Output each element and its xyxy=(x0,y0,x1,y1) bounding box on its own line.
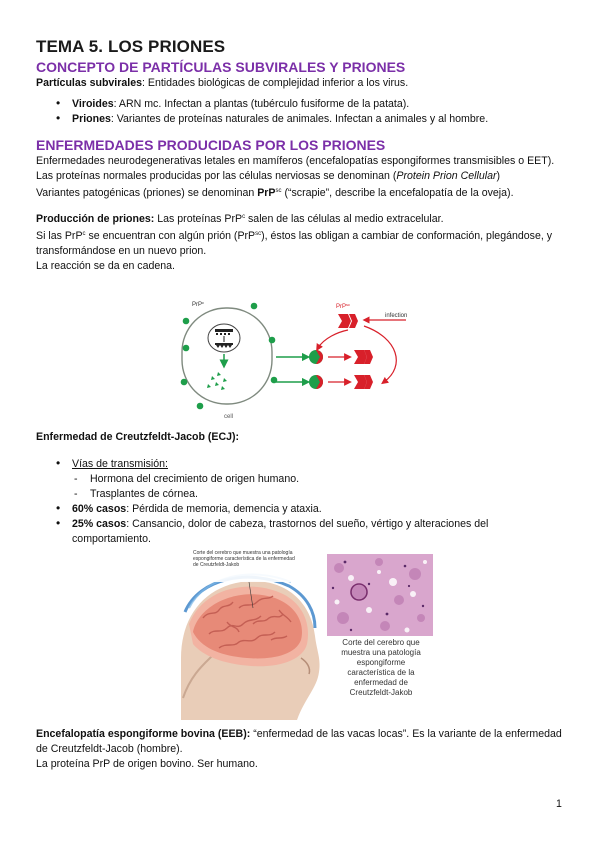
list-item xyxy=(72,112,566,127)
prion-conversion-diagram xyxy=(178,296,446,422)
superscript: c xyxy=(242,214,246,220)
superscript: sc xyxy=(275,188,282,194)
paragraph-chain-reaction: La reacción se da en cadena. xyxy=(36,260,175,272)
prion-conversion-row xyxy=(309,375,373,389)
list-item-term: Priones xyxy=(72,113,111,125)
caption-line: característica de la xyxy=(347,668,415,677)
bold-term: PrP xyxy=(257,187,276,199)
transmission-label: Vías de transmisión: xyxy=(72,458,168,470)
text: “enfermedad de las vacas locas”. Es la variante de la enfermedad de Creutzfeldt-Jacob (hombre). xyxy=(36,728,562,755)
italic-term: Protein Prion Cellular xyxy=(396,170,497,182)
paragraph-neurodegenerative: Enfermedades neurodegenerativas letales en mamíferos (encefalopatías espongiformes transmisibles o EET). xyxy=(36,155,555,167)
ecj-list xyxy=(36,457,566,547)
infection-label: infection xyxy=(385,313,408,319)
section-heading-diseases: ENFERMEDADES PRODUCIDAS POR LOS PRIONES xyxy=(36,137,386,153)
prpsc-label: PrP$^{sc}$ xyxy=(336,302,351,310)
eeb-section xyxy=(36,727,566,772)
caption-line: Corte del cerebro que xyxy=(342,638,420,647)
list-item-term: Viroides xyxy=(72,98,114,110)
bold-term: Encefalopatía espongiforme bovina (EEB): xyxy=(36,728,251,740)
list-item-text: : Variantes de proteínas naturales de animales. Infectan a animales y al hombre. xyxy=(110,113,489,125)
text: Si las PrP xyxy=(36,230,83,242)
text: Variantes patogénicas (priones) se denominan xyxy=(36,187,258,199)
text: Las proteínas normales producidas por las células nerviosas se denominan ( xyxy=(36,170,397,182)
definition-term: Partículas subvirales xyxy=(36,77,142,89)
superscript: c xyxy=(82,231,86,237)
section-heading-subviral: CONCEPTO DE PARTÍCULAS SUBVIRALES Y PRIONES xyxy=(36,59,406,75)
list-item: - Hormona del crecimiento de origen humano. xyxy=(72,472,566,487)
prion-conversion-row xyxy=(309,350,373,364)
cell xyxy=(181,303,278,410)
superscript: sc xyxy=(255,231,262,237)
list-item xyxy=(72,502,566,517)
ecj-section xyxy=(36,430,566,547)
caption-line: Creutzfeldt-Jakob xyxy=(349,688,413,697)
list-item: - Trasplantes de córnea. xyxy=(72,487,566,502)
ecj-brain-figure xyxy=(179,548,435,720)
page-number: 1 xyxy=(556,798,562,810)
eeb-paragraph-2: La proteína PrP de origen bovino. Ser humano. xyxy=(36,758,258,770)
list-item-text: : ARN mc. Infectan a plantas (tubérculo fusiforme de la patata). xyxy=(113,98,410,110)
list-item xyxy=(72,517,566,547)
bold-term: 60% casos xyxy=(72,503,127,515)
paragraph-normal-proteins xyxy=(36,169,566,184)
definition-paragraph xyxy=(36,76,566,91)
paragraph-production xyxy=(36,210,566,227)
paragraph-conversion xyxy=(36,227,566,259)
text: : Cansancio, dolor de cabeza, trastornos del sueño, vértigo y alteraciones del comportamiento. xyxy=(72,518,489,545)
bold-term: Producción de priones: xyxy=(36,213,155,225)
list-item xyxy=(72,457,566,502)
eeb-paragraph xyxy=(36,727,566,757)
subviral-list xyxy=(36,97,566,127)
text: salen de las células al medio extracelular. xyxy=(245,213,444,225)
paragraph-variants xyxy=(36,184,566,201)
text: ) xyxy=(496,170,501,182)
document-page xyxy=(36,36,566,274)
bold-term: 25% casos xyxy=(72,518,127,530)
transmission-list xyxy=(72,472,566,502)
bold-term: Enfermedad de Creutzfeldt-Jacob (ECJ): xyxy=(36,431,240,443)
cell-label: cell xyxy=(224,414,234,420)
caption-line: espongiforme xyxy=(356,658,406,667)
caption-line: enfermedad de xyxy=(354,678,408,687)
small-caption: Corte del cerebro que muestra una patología espongiforme característica de la enfermedad de Creutzfeldt-Jakob xyxy=(193,550,295,568)
definition-text: : Entidades biológicas de complejidad inferior a los virus. xyxy=(142,77,409,89)
text: ), éstos las obligan a cambiar de conformación, plegándose, y transformándose en un nuevo prion. xyxy=(36,230,553,257)
ecj-heading xyxy=(36,430,566,445)
page-title: TEMA 5. LOS PRIONES xyxy=(36,37,226,56)
caption-line: muestra una patología xyxy=(341,648,421,657)
prpsc-incoming xyxy=(318,314,406,382)
text: se encuentran con algún prión (PrP xyxy=(85,230,256,242)
list-item xyxy=(72,97,566,112)
histology-caption xyxy=(327,638,435,698)
text: : Pérdida de memoria, demencia y ataxia. xyxy=(126,503,322,515)
text: (“scrapie”, describe la encefalopatía de la oveja). xyxy=(281,187,514,199)
histology-image xyxy=(327,554,433,636)
prpc-label: PrP$^c$ xyxy=(192,300,205,308)
text: Las proteínas PrP xyxy=(154,213,243,225)
